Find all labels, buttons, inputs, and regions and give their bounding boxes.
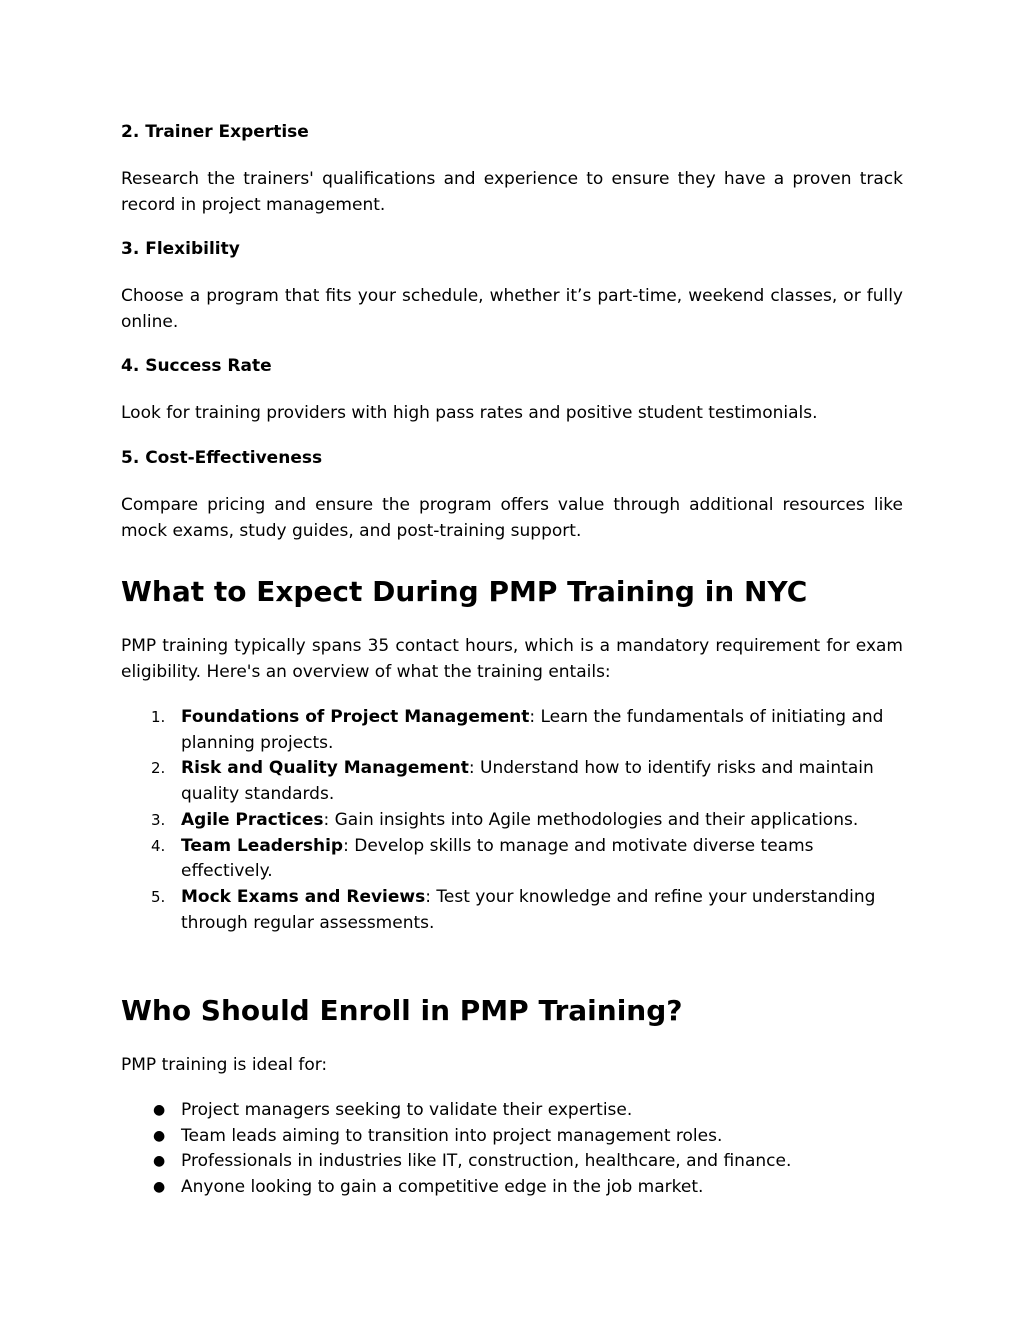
section-body-trainer-expertise: Research the trainers' qualifications and experience to ensure they have a proven track record in project management. (121, 169, 903, 215)
section-heading-cost-effectiveness: 5. Cost-Effectiveness (121, 448, 323, 468)
section-heading-trainer-expertise: 2. Trainer Expertise (121, 122, 309, 142)
enroll-intro-paragraph: PMP training is ideal for: (121, 1055, 328, 1075)
list-item-text: Anyone looking to gain a competitive edge in the job market. (181, 1177, 704, 1198)
section-heading-success-rate: 4. Success Rate (121, 356, 272, 376)
section-body-success-rate: Look for training providers with high pass rates and positive student testimonials. (121, 403, 818, 423)
list-item (121, 756, 903, 807)
section-heading-flexibility: 3. Flexibility (121, 239, 240, 259)
bullet-icon: ● (153, 1127, 166, 1144)
list-item-term: Risk and Quality Management (181, 758, 469, 779)
heading-what-to-expect: What to Expect During PMP Training in NYC (121, 575, 808, 608)
list-item-text: Team leads aiming to transition into project management roles. (181, 1125, 723, 1146)
list-number: 1. (151, 708, 166, 726)
list-item-description: : Test your knowledge and refine your understanding through regular assessments. (181, 886, 876, 933)
list-item (121, 705, 903, 756)
list-number: 3. (151, 810, 166, 829)
list-item-term: Agile Practices (181, 809, 324, 830)
list-item (121, 808, 903, 834)
list-item-description: : Learn the fundamentals of initiating and planning projects. (181, 707, 884, 753)
section-body-cost-effectiveness: Compare pricing and ensure the program offers value through additional resources like mock exams, study guides, and post-training support. (121, 495, 903, 541)
ideal-candidates-list (121, 1098, 903, 1201)
list-item (121, 834, 903, 885)
bullet-icon: ● (153, 1153, 166, 1170)
list-item-description: : Develop skills to manage and motivate diverse teams effectively. (181, 835, 814, 882)
list-number: 5. (151, 887, 166, 906)
list-item (121, 1175, 903, 1201)
training-topics-list (121, 705, 903, 936)
list-number: 2. (151, 759, 166, 778)
section-body-flexibility: Choose a program that fits your schedule, whether it’s part-time, weekend classes, or fully online. (121, 286, 903, 332)
list-item-term: Team Leadership (181, 835, 344, 856)
expect-intro-paragraph: PMP training typically spans 35 contact hours, which is a mandatory requirement for exam eligibility. Here's an overview of what the training entails: (121, 636, 903, 682)
bullet-icon: ● (153, 1179, 166, 1196)
list-item-description: : Understand how to identify risks and maintain quality standards. (181, 758, 874, 805)
list-item-term: Foundations of Project Management (181, 707, 530, 727)
list-item (121, 1098, 903, 1124)
list-item-term: Mock Exams and Reviews (181, 886, 426, 907)
heading-who-should-enroll: Who Should Enroll in PMP Training? (121, 994, 683, 1027)
bullet-icon: ● (153, 1102, 166, 1118)
list-number: 4. (151, 836, 166, 855)
list-item-text: Professionals in industries like IT, construction, healthcare, and finance. (181, 1151, 792, 1172)
list-item (121, 1124, 903, 1150)
list-item (121, 1149, 903, 1175)
list-item (121, 885, 903, 936)
list-item-description: : Gain insights into Agile methodologies and their applications. (323, 809, 859, 830)
list-item-text: Project managers seeking to validate their expertise. (181, 1100, 633, 1120)
